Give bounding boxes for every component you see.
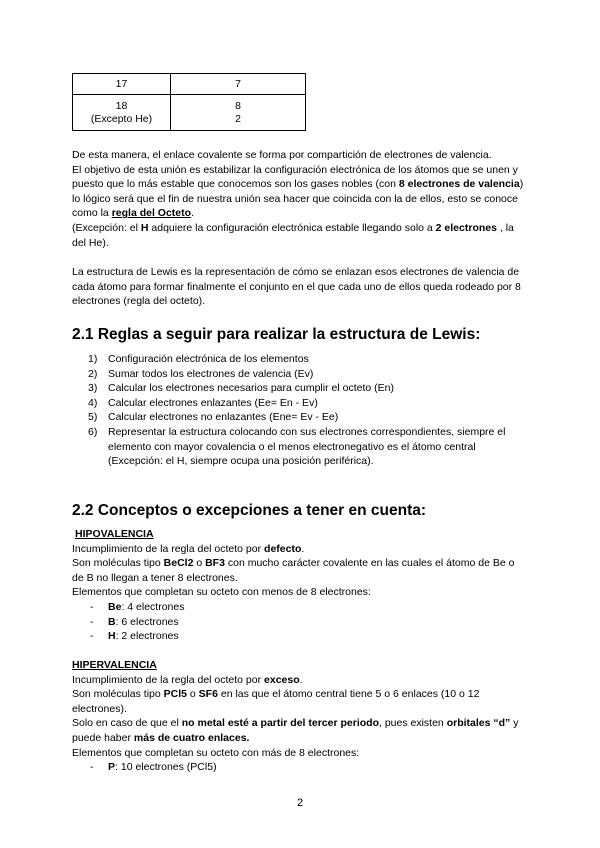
- hipervalencia-title: HIPERVALENCIA: [72, 659, 157, 671]
- hipovalencia-list: [72, 600, 528, 644]
- paragraph-line: (Excepción: el H adquiere la configuración electrónica estable llegando solo a 2 electrones , la del He).: [72, 221, 514, 249]
- table-cell: [171, 74, 306, 95]
- paragraph-line: Elementos que completan su octeto con menos de 8 electrones:: [72, 586, 371, 599]
- hipervalencia-block: [72, 658, 528, 775]
- list-item: - H: 2 electrones: [90, 630, 179, 643]
- page-number: 2: [296, 797, 304, 809]
- electron-table: [72, 73, 306, 131]
- table-cell: [73, 95, 171, 131]
- electrons-value-2: 2: [235, 112, 241, 125]
- group-value: 18: [115, 99, 128, 112]
- list-item: 6) Representar la estructura colocando con sus electrones correspondientes, siempre el elemento con mayor covalencia o el menos electronegativo es el átomo central (Excepción: el H, siempre ocupa una posición periférica).: [88, 425, 506, 468]
- paragraph-line: El objetivo de esta unión es estabilizar la configuración electrónica de los átomos que se unen y puesto que lo más estable que conocemos son los gases nobles (con 8 electrones de valencia) lo lógico será que el fin de nuestra unión sea hacer que coincida con la de ellos, esto se conoce como la regla del Octeto.: [72, 163, 524, 220]
- list-item: 5) Calcular electrones no enlazantes (Ene= Ev - Ee): [88, 411, 339, 424]
- table-row: [73, 74, 306, 95]
- table-row: [73, 95, 306, 131]
- paragraph-lewis: La estructura de Lewis es la representación de cómo se enlazan esos electrones de valencia de cada átomo para formar finalmente el conjunto en el que cada uno de ellos queda rodeado por 8 electrones (regla del octeto).: [72, 266, 521, 308]
- paragraph-line: Incumplimiento de la regla del octeto por defecto.: [72, 542, 305, 555]
- group-value: 17: [115, 77, 128, 90]
- paragraph-line: Incumplimiento de la regla del octeto por exceso.: [72, 673, 303, 686]
- electrons-value: 8: [235, 99, 241, 112]
- paragraph-line: Elementos que completan su octeto con más de 8 electrones:: [72, 746, 360, 759]
- table-cell: [73, 74, 171, 95]
- section-heading-2-1: 2.1 Reglas a seguir para realizar la estructura de Lewis:: [72, 326, 481, 343]
- paragraph-line: Son moléculas tipo PCl5 o SF6 en las que el átomo central tiene 5 o 6 enlaces (10 o 12 electrones).: [72, 688, 480, 715]
- paragraph-line: Son moléculas tipo BeCl2 o BF3 con mucho carácter covalente en las cuales el átomo de Be o de B no llegan a tener 8 electrones.: [72, 557, 515, 584]
- steps-list: [72, 352, 528, 469]
- paragraph-covalent-bond: [72, 148, 528, 250]
- list-item: 1) Configuración electrónica de los elementos: [88, 353, 309, 365]
- list-item: 3) Calcular los electrones necesarios para cumplir el octeto (En): [88, 382, 394, 395]
- section-heading-2-2: 2.2 Conceptos o excepciones a tener en cuenta:: [72, 502, 427, 519]
- hipovalencia-title: HIPOVALENCIA: [75, 528, 154, 540]
- electrons-value: 7: [235, 77, 241, 90]
- paragraph-line: Solo en caso de que el no metal esté a partir del tercer periodo, pues existen orbitales “d” y puede haber más de cuatro enlaces.: [72, 717, 519, 744]
- paragraph-line: De esta manera, el enlace covalente se forma por compartición de electrones de valencia.: [72, 149, 492, 161]
- list-item: - Be: 4 electrones: [90, 600, 185, 613]
- hipervalencia-list: [72, 760, 528, 775]
- group-note: (Excepto He): [90, 112, 153, 125]
- hipovalencia-block: [72, 527, 528, 644]
- list-item: - B: 6 electrones: [90, 615, 179, 628]
- list-item: 2) Sumar todos los electrones de valencia (Ev): [88, 367, 314, 380]
- octet-rule-term: regla del Octeto: [111, 207, 192, 220]
- list-item: - P: 10 electrones (PCl5): [90, 761, 217, 774]
- table-cell: [171, 95, 306, 131]
- list-item: 4) Calcular electrones enlazantes (Ee= En - Ev): [88, 396, 318, 409]
